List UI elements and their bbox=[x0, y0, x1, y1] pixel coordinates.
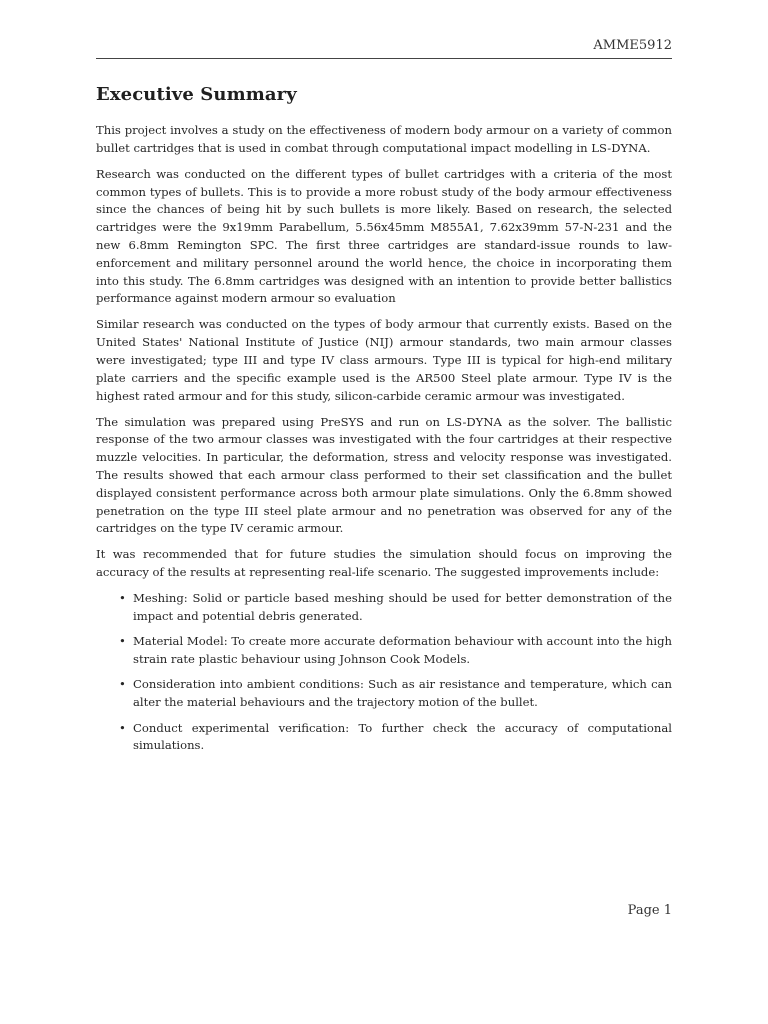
document-page bbox=[96, 0, 672, 1024]
paragraph-armour: Similar research was conducted on the types of body armour that currently exists. Based on the United States' National Institute of Justice (NIJ) armour standards, two main armour classes were investigated; type III and type IV class armours. Type III is typical for high-end military plate carriers and the specific example used is the AR500 Steel plate armour. Type IV is the highest rated armour and for this study, silicon-carbide ceramic armour was investigated. bbox=[96, 317, 672, 403]
list-item-text: Consideration into ambient conditions: Such as air resistance and temperature, which can alter the material behaviours and the trajectory motion of the bullet. bbox=[133, 677, 672, 710]
list-item-text: Meshing: Solid or particle based meshing should be used for better demonstration of the impact and potential debris generated. bbox=[133, 591, 672, 623]
bullet-icon: • bbox=[119, 720, 126, 735]
header-rule bbox=[96, 58, 672, 59]
paragraph-recommendations: It was recommended that for future studies the simulation should focus on improving the accuracy of the results at representing real-life scenario. The suggested improvements include: bbox=[96, 547, 672, 580]
page-number: Page 1 bbox=[627, 903, 672, 918]
paragraph-cartridges: Research was conducted on the different types of bullet cartridges with a criteria of the most common types of bullets. This is to provide a more robust study of the body armour effectiveness since the chances of being hit by such bullets is more likely. Based on research, the selected cartridges were the 9x19mm Parabellum, 5.56x45mm M855A1, 7.62x39mm 57-N-231 and the new 6.8mm Remington SPC. The first three cartridges are standard-issue rounds to law-enforcement and military personnel around the world hence, the choice in incorporating them into this study. The 6.8mm cartridges was designed with an intention to provide better ballistics performance against modern armour so evaluation bbox=[96, 166, 672, 306]
paragraph-introduction: This project involves a study on the effectiveness of modern body armour on a variety of common bullet cartridges that is used in combat through computational impact modelling in LS-DYNA. bbox=[96, 123, 672, 155]
list-item bbox=[96, 590, 672, 626]
list-item bbox=[96, 676, 672, 712]
bullet-icon: • bbox=[119, 634, 126, 649]
section-title: Executive Summary bbox=[96, 84, 297, 105]
bullet-icon: • bbox=[119, 591, 126, 606]
paragraph-simulation: The simulation was prepared using PreSYS and run on LS-DYNA as the solver. The ballistic response of the two armour classes was investigated with the four cartridges at their respective muzzle velocities. In particular, the deformation, stress and velocity response was investigated. The results showed that each armour class performed to their set classification and the bullet displayed consistent performance across both armour plate simulations. Only the 6.8mm showed penetration on the type III steel plate armour and no penetration was observed for any of the cartridges on the type IV ceramic armour. bbox=[96, 414, 672, 536]
body-text bbox=[96, 122, 672, 763]
recommendations-list bbox=[96, 590, 672, 755]
running-header-course-code: AMME5912 bbox=[593, 38, 672, 53]
list-item bbox=[96, 633, 672, 669]
list-item bbox=[96, 720, 672, 756]
list-item-text: Material Model: To create more accurate deformation behaviour with account into the high strain rate plastic behaviour using Johnson Cook Models. bbox=[133, 634, 672, 667]
list-item-text: Conduct experimental verification: To further check the accuracy of computational simulations. bbox=[133, 720, 672, 753]
bullet-icon: • bbox=[119, 677, 126, 692]
